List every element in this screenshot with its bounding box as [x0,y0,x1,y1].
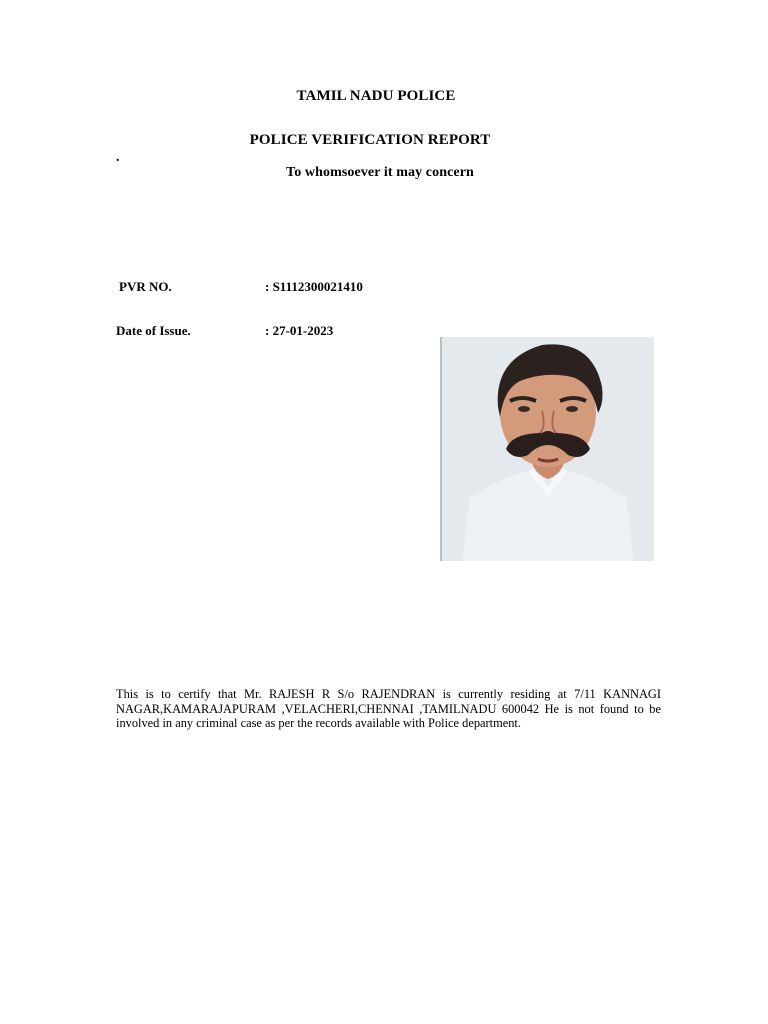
pvr-number-label: PVR NO. [119,279,172,294]
organization-title: TAMIL NADU POLICE [296,88,456,104]
certificate-paragraph: This is to certify that Mr. RAJESH R S/o RAJENDRAN is currently residing at 7/11 KANNAGI NAGAR,KAMARAJAPURAM ,VELACHERI,CHENNAI ,TAMILNADU 600042 He is not found to be involved in any criminal case as per the records available with Police department. [116,687,661,730]
pvr-number-value: : S1112300021410 [265,279,363,294]
date-of-issue-label: Date of Issue. [116,323,191,338]
dot-marker: . [116,150,120,165]
applicant-photo [440,337,654,561]
date-of-issue-value: : 27-01-2023 [265,323,334,338]
report-title: POLICE VERIFICATION REPORT [249,132,491,148]
salutation-line: To whomsoever it may concern [286,165,474,180]
